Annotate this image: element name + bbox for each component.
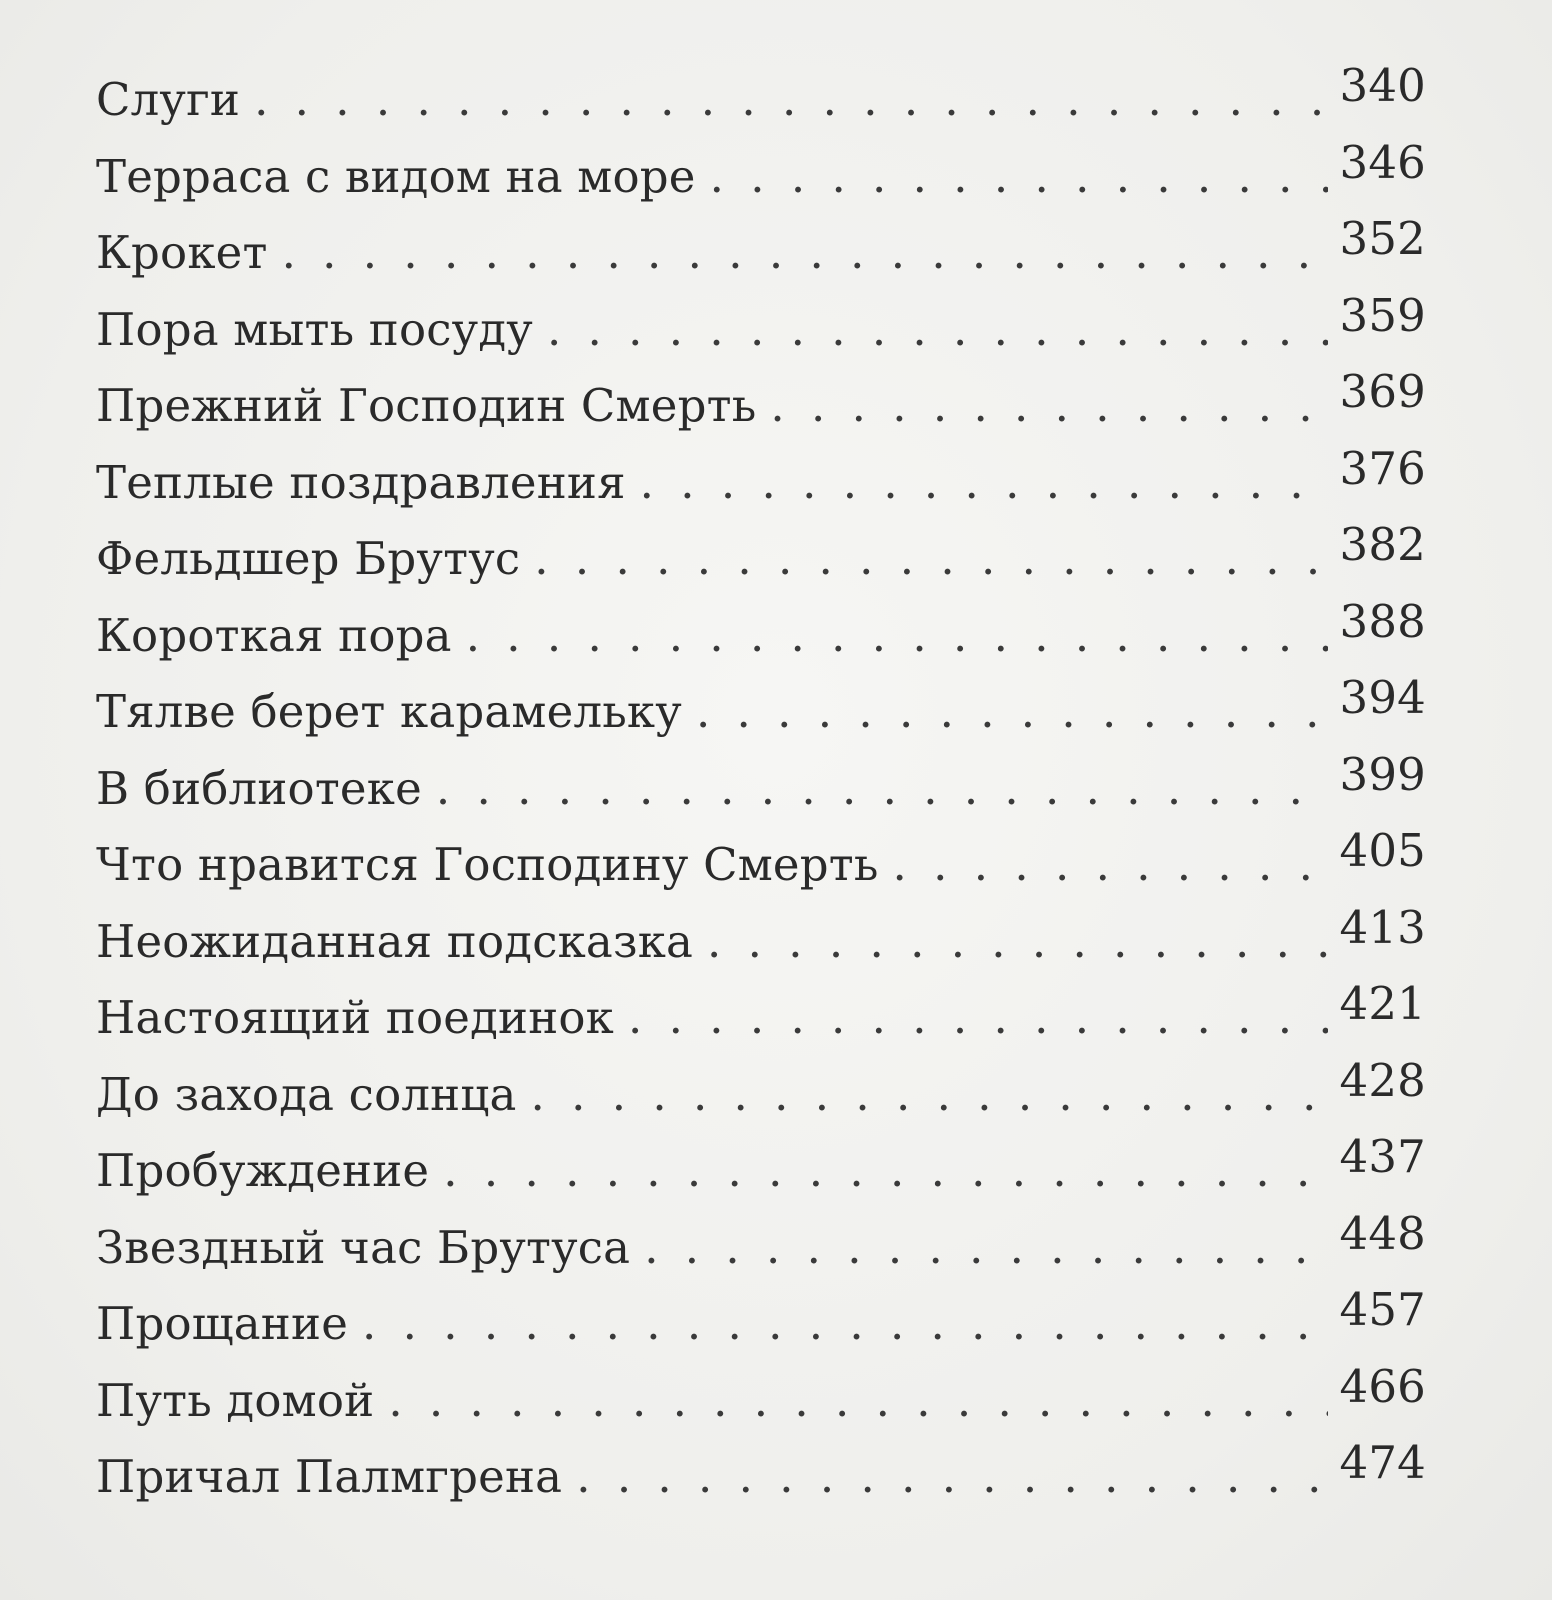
toc-entry [96, 1283, 1426, 1363]
toc-dot-leader [466, 598, 1328, 675]
toc-entry [96, 900, 1426, 981]
toc-entry-page: 428 [1339, 1053, 1426, 1107]
toc-entry-title: Звездный час Брутуса [96, 1220, 631, 1274]
toc-entry-title: Путь домой [96, 1373, 375, 1427]
toc-entry [96, 1053, 1426, 1134]
toc-entry-page: 437 [1339, 1130, 1426, 1183]
toc-entry [96, 288, 1426, 369]
toc-entry-page: 388 [1339, 594, 1426, 648]
toc-dot-leader [576, 1439, 1327, 1516]
toc-entry-title: До захода солнца [96, 1067, 517, 1121]
toc-entry [96, 441, 1426, 522]
toc-dot-leader [710, 139, 1328, 216]
toc-entry [96, 518, 1426, 598]
toc-entry [96, 1359, 1426, 1440]
toc-entry [96, 365, 1426, 445]
toc-entry-page: 359 [1339, 288, 1426, 342]
toc-entry-page: 394 [1339, 671, 1426, 724]
toc-entry-page: 405 [1339, 824, 1426, 877]
toc-dot-leader [534, 521, 1327, 598]
toc-dot-leader [436, 751, 1328, 828]
toc-entry [96, 1130, 1426, 1210]
toc-entry-page: 369 [1339, 365, 1426, 418]
toc-entry-title: Прощание [96, 1297, 349, 1350]
toc-entry-title: В библиотеке [96, 761, 422, 815]
toc-entry-title: Что нравится Господину Смерть [96, 838, 879, 891]
toc-entry [96, 1206, 1426, 1287]
toc-entry-title: Пробуждение [96, 1144, 430, 1197]
toc-entry [96, 1436, 1426, 1516]
toc-entry-title: Причал Палмгрена [96, 1450, 563, 1503]
toc-entry [96, 59, 1426, 139]
toc-entry-title: Слуги [96, 73, 241, 126]
toc-entry-title: Крокет [96, 226, 268, 279]
toc-entry-page: 413 [1339, 900, 1426, 954]
toc-entry [96, 824, 1426, 904]
toc-dot-leader [362, 1286, 1327, 1363]
toc-entry [96, 212, 1426, 292]
toc-dot-leader [644, 1210, 1327, 1287]
toc-entry [96, 135, 1426, 216]
toc-entry [96, 747, 1426, 828]
toc-entry-title: Прежний Господин Смерть [96, 379, 757, 432]
toc-dot-leader [531, 1057, 1328, 1134]
toc-entry-page: 399 [1339, 747, 1426, 801]
toc-dot-leader [388, 1363, 1327, 1440]
toc-dot-leader [707, 904, 1327, 981]
toc-dot-leader [282, 215, 1328, 292]
toc-entry-title: Неожиданная подсказка [96, 914, 694, 968]
toc-entry-page: 466 [1339, 1359, 1426, 1413]
toc-entry-page: 457 [1339, 1283, 1426, 1336]
toc-entry-title: Терраса с видом на море [96, 149, 696, 203]
toc-dot-leader [443, 1133, 1327, 1210]
toc-entry-title: Короткая пора [96, 608, 452, 662]
toc-dot-leader [640, 445, 1328, 522]
toc-dot-leader [547, 292, 1328, 369]
toc-entry [96, 594, 1426, 675]
toc-entry-page: 376 [1339, 441, 1426, 495]
toc-dot-leader [696, 674, 1328, 751]
toc-dot-leader [254, 62, 1327, 139]
table-of-contents [96, 59, 1426, 1516]
toc-entry-page: 352 [1339, 212, 1426, 265]
toc-entry-page: 448 [1339, 1206, 1426, 1260]
toc-entry [96, 977, 1426, 1057]
toc-dot-leader [628, 980, 1327, 1057]
toc-entry-title: Фельдшер Брутус [96, 532, 521, 585]
toc-entry-page: 346 [1339, 135, 1426, 189]
toc-dot-leader [893, 827, 1328, 904]
toc-entry-page: 382 [1339, 518, 1426, 571]
toc-entry-page: 474 [1339, 1436, 1426, 1489]
toc-entry-page: 421 [1339, 977, 1426, 1030]
toc-entry-title: Тялве берет карамельку [96, 685, 682, 738]
toc-entry-title: Теплые поздравления [96, 455, 626, 509]
toc-entry [96, 671, 1426, 751]
toc-entry-title: Настоящий поединок [96, 991, 615, 1044]
toc-entry-page: 340 [1339, 59, 1426, 112]
toc-entry-title: Пора мыть посуду [96, 302, 533, 356]
toc-dot-leader [770, 368, 1327, 445]
